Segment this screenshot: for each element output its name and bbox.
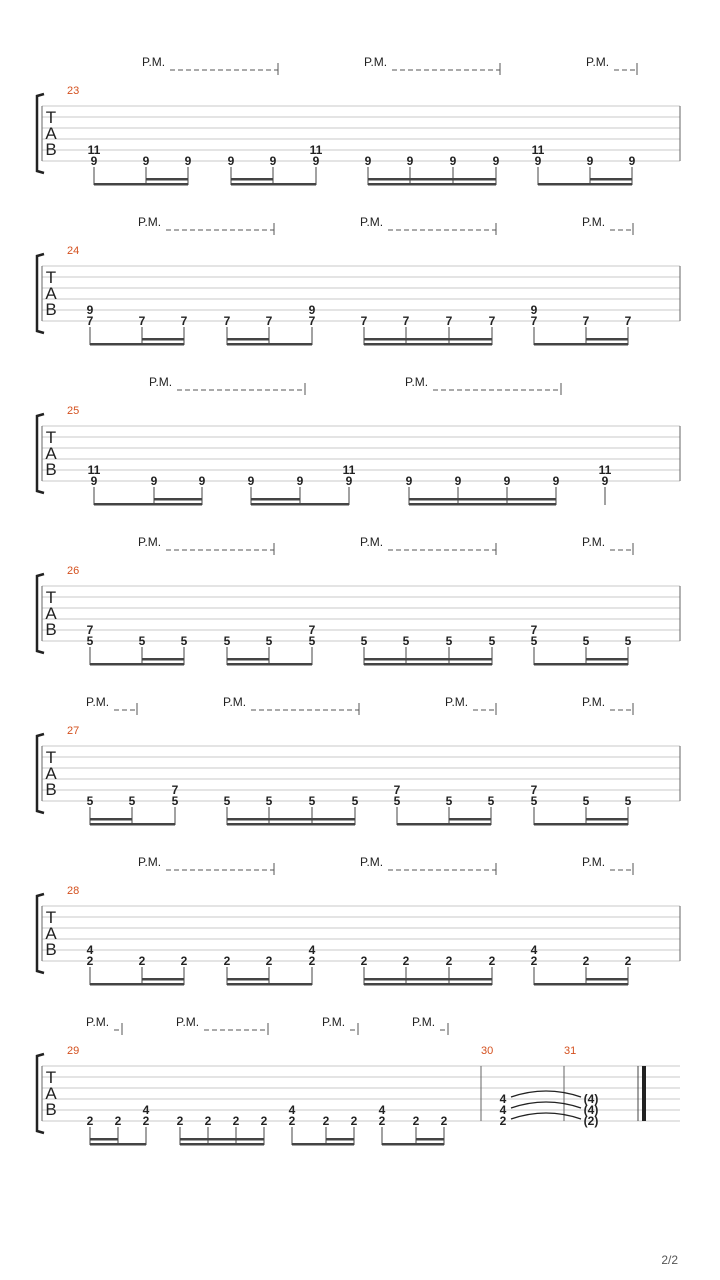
tab-clef-letter: T bbox=[45, 1068, 57, 1087]
fret-number: 11 bbox=[598, 463, 612, 477]
fret-number: 5 bbox=[530, 634, 538, 648]
beam bbox=[90, 1143, 146, 1146]
tie-arc bbox=[511, 1091, 581, 1097]
palm-mute-label: P.M. bbox=[364, 55, 388, 69]
tab-clef-letter: A bbox=[45, 444, 57, 463]
fret-number: 9 bbox=[503, 474, 511, 488]
fret-number: 2 bbox=[440, 1114, 448, 1128]
system-7 bbox=[37, 1015, 680, 1146]
palm-mute-label: P.M. bbox=[582, 855, 606, 869]
bar-number: 28 bbox=[67, 885, 80, 897]
tab-clef-letter: A bbox=[45, 124, 57, 143]
fret-number: 4 bbox=[378, 1103, 386, 1117]
fret-number: 5 bbox=[360, 634, 368, 648]
palm-mute-label: P.M. bbox=[138, 535, 162, 549]
palm-mute-label: P.M. bbox=[176, 1015, 200, 1029]
tie-arc bbox=[511, 1102, 581, 1108]
beam-secondary bbox=[364, 978, 492, 981]
fret-number: 2 bbox=[176, 1114, 184, 1128]
fret-number: 7 bbox=[360, 314, 368, 328]
beam-secondary bbox=[227, 658, 269, 661]
fret-number: 9 bbox=[364, 154, 372, 168]
fret-number: 9 bbox=[308, 303, 316, 317]
fret-number: 5 bbox=[223, 794, 231, 808]
fret-number: 7 bbox=[624, 314, 632, 328]
fret-number: 4 bbox=[499, 1092, 507, 1106]
tab-systems bbox=[37, 55, 680, 1146]
fret-number: 9 bbox=[534, 154, 542, 168]
beam bbox=[227, 343, 312, 346]
fret-number: 7 bbox=[86, 623, 94, 637]
fret-number: 9 bbox=[198, 474, 206, 488]
bar-number: 30 bbox=[481, 1045, 494, 1057]
tab-clef-letter: A bbox=[45, 924, 57, 943]
fret-number: 9 bbox=[90, 154, 98, 168]
beam-secondary bbox=[90, 818, 132, 821]
fret-number: 7 bbox=[308, 314, 316, 328]
fret-number: 5 bbox=[445, 794, 453, 808]
fret-number: 9 bbox=[586, 154, 594, 168]
beam bbox=[227, 663, 312, 666]
beam-secondary bbox=[364, 658, 492, 661]
beam-secondary bbox=[368, 178, 496, 181]
fret-number: 9 bbox=[601, 474, 609, 488]
fret-number: 9 bbox=[247, 474, 255, 488]
fret-number: 7 bbox=[402, 314, 410, 328]
beam bbox=[534, 663, 628, 666]
fret-number: 9 bbox=[90, 474, 98, 488]
beam bbox=[90, 343, 184, 346]
fret-number: 2 bbox=[360, 954, 368, 968]
fret-number: 9 bbox=[150, 474, 158, 488]
fret-number: 11 bbox=[309, 143, 323, 157]
bar-number: 23 bbox=[67, 85, 80, 97]
palm-mute-label: P.M. bbox=[582, 215, 606, 229]
fret-number: 5 bbox=[582, 634, 590, 648]
fret-number: 4 bbox=[86, 943, 94, 957]
palm-mute-label: P.M. bbox=[586, 55, 610, 69]
bar-number: 29 bbox=[67, 1045, 80, 1057]
beam bbox=[409, 503, 556, 506]
system-1 bbox=[37, 55, 680, 186]
system-6 bbox=[37, 855, 680, 986]
fret-number: 9 bbox=[312, 154, 320, 168]
beam bbox=[534, 983, 628, 986]
tab-clef-letter: A bbox=[45, 284, 57, 303]
fret-number: 4 bbox=[499, 1103, 507, 1117]
beam-secondary bbox=[449, 818, 491, 821]
fret-number: 2 bbox=[445, 954, 453, 968]
fret-number: 7 bbox=[530, 783, 538, 797]
tie-arc bbox=[511, 1113, 581, 1119]
palm-mute-label: P.M. bbox=[360, 855, 384, 869]
fret-number: 11 bbox=[342, 463, 356, 477]
beam bbox=[90, 663, 184, 666]
beam bbox=[180, 1143, 264, 1146]
fret-number: 9 bbox=[184, 154, 192, 168]
system-2 bbox=[37, 215, 680, 346]
fret-number: 2 bbox=[624, 954, 632, 968]
fret-number: 9 bbox=[449, 154, 457, 168]
fret-number: 7 bbox=[171, 783, 179, 797]
fret-number: 7 bbox=[223, 314, 231, 328]
beam bbox=[90, 823, 175, 826]
fret-number: 5 bbox=[487, 794, 495, 808]
tab-clef-letter: T bbox=[45, 908, 57, 927]
fret-number: 2 bbox=[308, 954, 316, 968]
fret-number: 9 bbox=[86, 303, 94, 317]
fret-number: 5 bbox=[86, 634, 94, 648]
beam-secondary bbox=[180, 1138, 264, 1141]
fret-number: 7 bbox=[265, 314, 273, 328]
fret-number: 2 bbox=[402, 954, 410, 968]
fret-number: 4 bbox=[308, 943, 316, 957]
fret-number: 9 bbox=[454, 474, 462, 488]
beam bbox=[534, 343, 628, 346]
palm-mute-label: P.M. bbox=[223, 695, 247, 709]
fret-number: 7 bbox=[530, 623, 538, 637]
fret-number: 5 bbox=[180, 634, 188, 648]
beam bbox=[251, 503, 349, 506]
fret-number: 7 bbox=[180, 314, 188, 328]
fret-number: 7 bbox=[488, 314, 496, 328]
fret-number: 2 bbox=[86, 1114, 94, 1128]
fret-number: 9 bbox=[227, 154, 235, 168]
palm-mute-label: P.M. bbox=[322, 1015, 346, 1029]
system-3 bbox=[37, 375, 680, 506]
tab-clef-letter: B bbox=[45, 300, 57, 319]
beam bbox=[382, 1143, 444, 1146]
beam-secondary bbox=[586, 338, 628, 341]
fret-number: 9 bbox=[405, 474, 413, 488]
beam bbox=[364, 343, 492, 346]
fret-number: 2 bbox=[260, 1114, 268, 1128]
beam-secondary bbox=[590, 178, 632, 181]
beam bbox=[292, 1143, 354, 1146]
fret-number: 5 bbox=[582, 794, 590, 808]
fret-number: 2 bbox=[114, 1114, 122, 1128]
palm-mute-label: P.M. bbox=[412, 1015, 436, 1029]
fret-number: 5 bbox=[445, 634, 453, 648]
fret-number: 5 bbox=[308, 634, 316, 648]
beam bbox=[94, 183, 188, 186]
fret-number: 2 bbox=[322, 1114, 330, 1128]
fret-number: 9 bbox=[406, 154, 414, 168]
beam-secondary bbox=[409, 498, 556, 501]
bar-number: 26 bbox=[67, 565, 80, 577]
beam-secondary bbox=[90, 1138, 118, 1141]
fret-number: 7 bbox=[138, 314, 146, 328]
tab-clef-letter: B bbox=[45, 460, 57, 479]
tab-clef-letter: T bbox=[45, 428, 57, 447]
fret-number: 9 bbox=[142, 154, 150, 168]
fret-number: 2 bbox=[378, 1114, 386, 1128]
beam bbox=[364, 983, 492, 986]
palm-mute-label: P.M. bbox=[142, 55, 166, 69]
fret-number: 9 bbox=[530, 303, 538, 317]
beam bbox=[534, 823, 628, 826]
palm-mute-label: P.M. bbox=[138, 215, 162, 229]
beam-secondary bbox=[231, 178, 273, 181]
palm-mute-label: P.M. bbox=[86, 1015, 110, 1029]
fret-number: 5 bbox=[128, 794, 136, 808]
palm-mute-label: P.M. bbox=[138, 855, 162, 869]
fret-number: 9 bbox=[296, 474, 304, 488]
fret-number: 5 bbox=[393, 794, 401, 808]
beam bbox=[94, 503, 202, 506]
fret-number: 2 bbox=[86, 954, 94, 968]
fret-number: 5 bbox=[624, 634, 632, 648]
fret-number: 2 bbox=[499, 1114, 507, 1128]
bar-number: 27 bbox=[67, 725, 80, 737]
beam bbox=[90, 983, 184, 986]
fret-number: 9 bbox=[552, 474, 560, 488]
fret-number: 2 bbox=[232, 1114, 240, 1128]
fret-number: 5 bbox=[265, 634, 273, 648]
system-5 bbox=[37, 695, 680, 826]
fret-number: 2 bbox=[288, 1114, 296, 1128]
palm-mute-label: P.M. bbox=[405, 375, 429, 389]
fret-number: 11 bbox=[531, 143, 545, 157]
fret-number: 5 bbox=[624, 794, 632, 808]
bar-number: 25 bbox=[67, 405, 80, 417]
fret-number: 9 bbox=[345, 474, 353, 488]
tab-clef-letter: T bbox=[45, 588, 57, 607]
beam bbox=[397, 823, 491, 826]
fret-number: (4) bbox=[583, 1092, 599, 1106]
fret-number: 5 bbox=[402, 634, 410, 648]
bar-number: 31 bbox=[564, 1045, 577, 1057]
beam-secondary bbox=[142, 658, 184, 661]
beam-secondary bbox=[586, 818, 628, 821]
beam bbox=[227, 823, 355, 826]
beam-secondary bbox=[146, 178, 188, 181]
fret-number: 2 bbox=[412, 1114, 420, 1128]
fret-number: 4 bbox=[142, 1103, 150, 1117]
fret-number: 5 bbox=[530, 794, 538, 808]
fret-number: 9 bbox=[628, 154, 636, 168]
palm-mute-label: P.M. bbox=[360, 535, 384, 549]
page-number: 2/2 bbox=[661, 1253, 678, 1267]
fret-number: 11 bbox=[87, 463, 101, 477]
beam bbox=[538, 183, 632, 186]
beam-secondary bbox=[416, 1138, 444, 1141]
fret-number: 7 bbox=[308, 623, 316, 637]
final-barline-thick bbox=[642, 1066, 646, 1121]
fret-number: 4 bbox=[530, 943, 538, 957]
beam-secondary bbox=[142, 978, 184, 981]
fret-number: 5 bbox=[265, 794, 273, 808]
tab-clef-letter: B bbox=[45, 780, 57, 799]
fret-number: 2 bbox=[223, 954, 231, 968]
beam bbox=[368, 183, 496, 186]
fret-number: 5 bbox=[171, 794, 179, 808]
beam-secondary bbox=[227, 818, 355, 821]
beam bbox=[227, 983, 312, 986]
tab-clef-letter: A bbox=[45, 1084, 57, 1103]
beam bbox=[364, 663, 492, 666]
fret-number: 7 bbox=[393, 783, 401, 797]
tab-clef-letter: T bbox=[45, 108, 57, 127]
fret-number: 2 bbox=[582, 954, 590, 968]
tab-clef-letter: T bbox=[45, 268, 57, 287]
fret-number: 7 bbox=[445, 314, 453, 328]
fret-number: 2 bbox=[530, 954, 538, 968]
fret-number: 2 bbox=[204, 1114, 212, 1128]
beam-secondary bbox=[326, 1138, 354, 1141]
fret-number: (4) bbox=[583, 1103, 599, 1117]
fret-number: 2 bbox=[350, 1114, 358, 1128]
beam-secondary bbox=[251, 498, 300, 501]
fret-number: 7 bbox=[86, 314, 94, 328]
beam-secondary bbox=[227, 338, 269, 341]
beam-secondary bbox=[364, 338, 492, 341]
fret-number: 5 bbox=[223, 634, 231, 648]
tab-clef-letter: A bbox=[45, 764, 57, 783]
beam-secondary bbox=[227, 978, 269, 981]
fret-number: 2 bbox=[265, 954, 273, 968]
fret-number: 2 bbox=[142, 1114, 150, 1128]
tab-clef-letter: T bbox=[45, 748, 57, 767]
fret-number: 4 bbox=[288, 1103, 296, 1117]
system-4 bbox=[37, 535, 680, 666]
fret-number: 2 bbox=[138, 954, 146, 968]
tab-clef-letter: B bbox=[45, 940, 57, 959]
beam-secondary bbox=[586, 658, 628, 661]
tab-clef-letter: A bbox=[45, 604, 57, 623]
fret-number: 2 bbox=[180, 954, 188, 968]
palm-mute-label: P.M. bbox=[582, 535, 606, 549]
beam-secondary bbox=[586, 978, 628, 981]
bar-number: 24 bbox=[67, 245, 80, 257]
beam bbox=[231, 183, 316, 186]
tab-clef-letter: B bbox=[45, 1100, 57, 1119]
fret-number: 5 bbox=[86, 794, 94, 808]
palm-mute-label: P.M. bbox=[445, 695, 469, 709]
fret-number: 5 bbox=[351, 794, 359, 808]
fret-number: 5 bbox=[488, 634, 496, 648]
fret-number: 9 bbox=[492, 154, 500, 168]
fret-number: 11 bbox=[87, 143, 101, 157]
fret-number: (2) bbox=[583, 1114, 599, 1128]
palm-mute-label: P.M. bbox=[86, 695, 110, 709]
fret-number: 9 bbox=[269, 154, 277, 168]
fret-number: 7 bbox=[582, 314, 590, 328]
palm-mute-label: P.M. bbox=[582, 695, 606, 709]
fret-number: 7 bbox=[530, 314, 538, 328]
beam-secondary bbox=[142, 338, 184, 341]
tab-clef-letter: B bbox=[45, 620, 57, 639]
beam-secondary bbox=[154, 498, 202, 501]
fret-number: 5 bbox=[138, 634, 146, 648]
tab-clef-letter: B bbox=[45, 140, 57, 159]
palm-mute-label: P.M. bbox=[360, 215, 384, 229]
fret-number: 5 bbox=[308, 794, 316, 808]
fret-number: 2 bbox=[488, 954, 496, 968]
palm-mute-label: P.M. bbox=[149, 375, 173, 389]
